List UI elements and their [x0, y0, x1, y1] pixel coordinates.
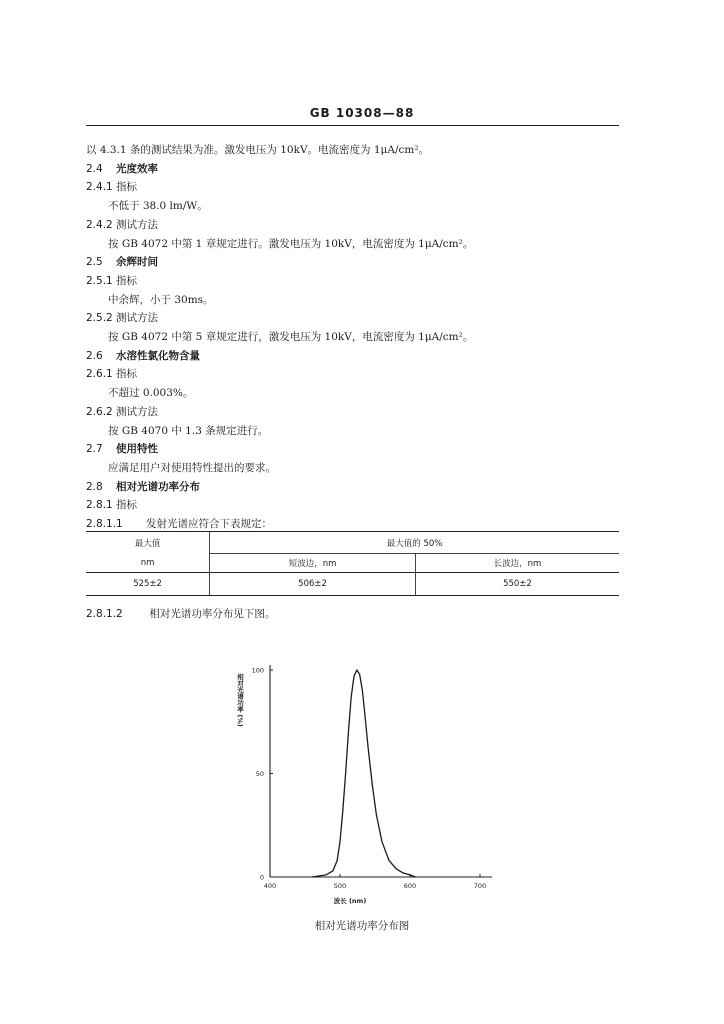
- clause-text: 发射光谱应符合下表规定：: [146, 518, 272, 530]
- clause-text: 按 GB 4070 中 1.3 条规定进行。: [108, 424, 269, 437]
- clause-number: 2.8: [86, 480, 103, 493]
- x-tick-label: 600: [403, 882, 417, 890]
- clause-text: 测试方法: [116, 312, 158, 325]
- y-tick-label: 0: [259, 873, 264, 882]
- clause-number: 2.6: [86, 349, 103, 362]
- table-header-half-max: 最大值的 50%: [210, 532, 619, 554]
- section-heading: 使用特性: [116, 443, 158, 456]
- section-heading: 相对光谱功率分布: [116, 480, 200, 493]
- clause-text: 指标: [116, 368, 137, 381]
- clause-number: 2.6.1: [86, 368, 113, 381]
- x-tick-label: 500: [333, 882, 347, 890]
- table-header-peak: 最大值: [86, 532, 210, 554]
- clause-text: 应满足用户对使用特性提出的要求。: [108, 461, 276, 474]
- clause-number: 2.5.1: [86, 274, 113, 287]
- clause-text: 不低于 38.0 lm/W。: [108, 200, 208, 213]
- table-header-long-edge: 长波边，nm: [415, 554, 619, 573]
- table-header-short-edge: 短波边，nm: [210, 554, 416, 573]
- clause-text: 按 GB 4072 中第 5 章规定进行，激发电压为 10kV，电流密度为 1μA/cm²。: [108, 331, 474, 343]
- clause-text: 指标: [116, 181, 137, 194]
- clause-number: 2.7: [86, 443, 103, 456]
- clause-text: 不超过 0.003%。: [108, 387, 194, 400]
- clause-number: 2.8.1.2: [86, 608, 123, 620]
- x-tick-label: 400: [263, 882, 277, 890]
- standard-number-header: GB 10308—88: [309, 106, 415, 120]
- clause-text: 测试方法: [116, 218, 158, 231]
- y-tick-label: 100: [251, 666, 264, 675]
- clause-number: 2.5.2: [86, 312, 113, 325]
- table-header-peak-unit: nm: [86, 554, 210, 573]
- x-axis-label: 波长 (nm): [333, 897, 367, 905]
- section-heading: 余辉时间: [116, 256, 158, 269]
- clause-number: 2.8.1: [86, 499, 113, 512]
- clause-text: 指标: [116, 274, 137, 287]
- y-axis-label: 相对光谱功率 (%): [236, 673, 244, 727]
- clause-text: 相对光谱功率分布见下图。: [149, 608, 276, 620]
- clause-text: 按 GB 4072 中第 1 章规定进行。激发电压为 10kV，电流密度为 1μA/cm²。: [108, 237, 474, 250]
- table-cell-short-edge: 506±2: [210, 573, 416, 596]
- figure-caption: 相对光谱功率分布图: [314, 920, 410, 932]
- series-line-spectrum: [312, 670, 416, 877]
- clause-text: 指标: [116, 499, 137, 512]
- y-tick-label: 50: [255, 770, 264, 778]
- clause-text: 中余辉，小于 30ms。: [108, 293, 214, 306]
- clause-number: 2.4.2: [86, 218, 113, 231]
- clause-number: 2.5: [86, 256, 103, 269]
- clause-text: 以 4.3.1 条的测试结果为准。激发电压为 10kV。电流密度为 1μA/cm²。: [86, 144, 430, 156]
- clause-text: 测试方法: [116, 405, 158, 418]
- table-cell-long-edge: 550±2: [415, 573, 619, 596]
- section-heading: 光度效率: [116, 162, 158, 175]
- clause-number: 2.6.2: [86, 405, 113, 418]
- x-tick-label: 700: [473, 882, 487, 890]
- clause-number: 2.4: [86, 162, 103, 175]
- clause-number: 2.4.1: [86, 181, 113, 194]
- table-cell-peak: 525±2: [86, 573, 210, 596]
- clause-number: 2.8.1.1: [86, 518, 123, 530]
- section-heading: 水溶性氯化物含量: [116, 349, 200, 362]
